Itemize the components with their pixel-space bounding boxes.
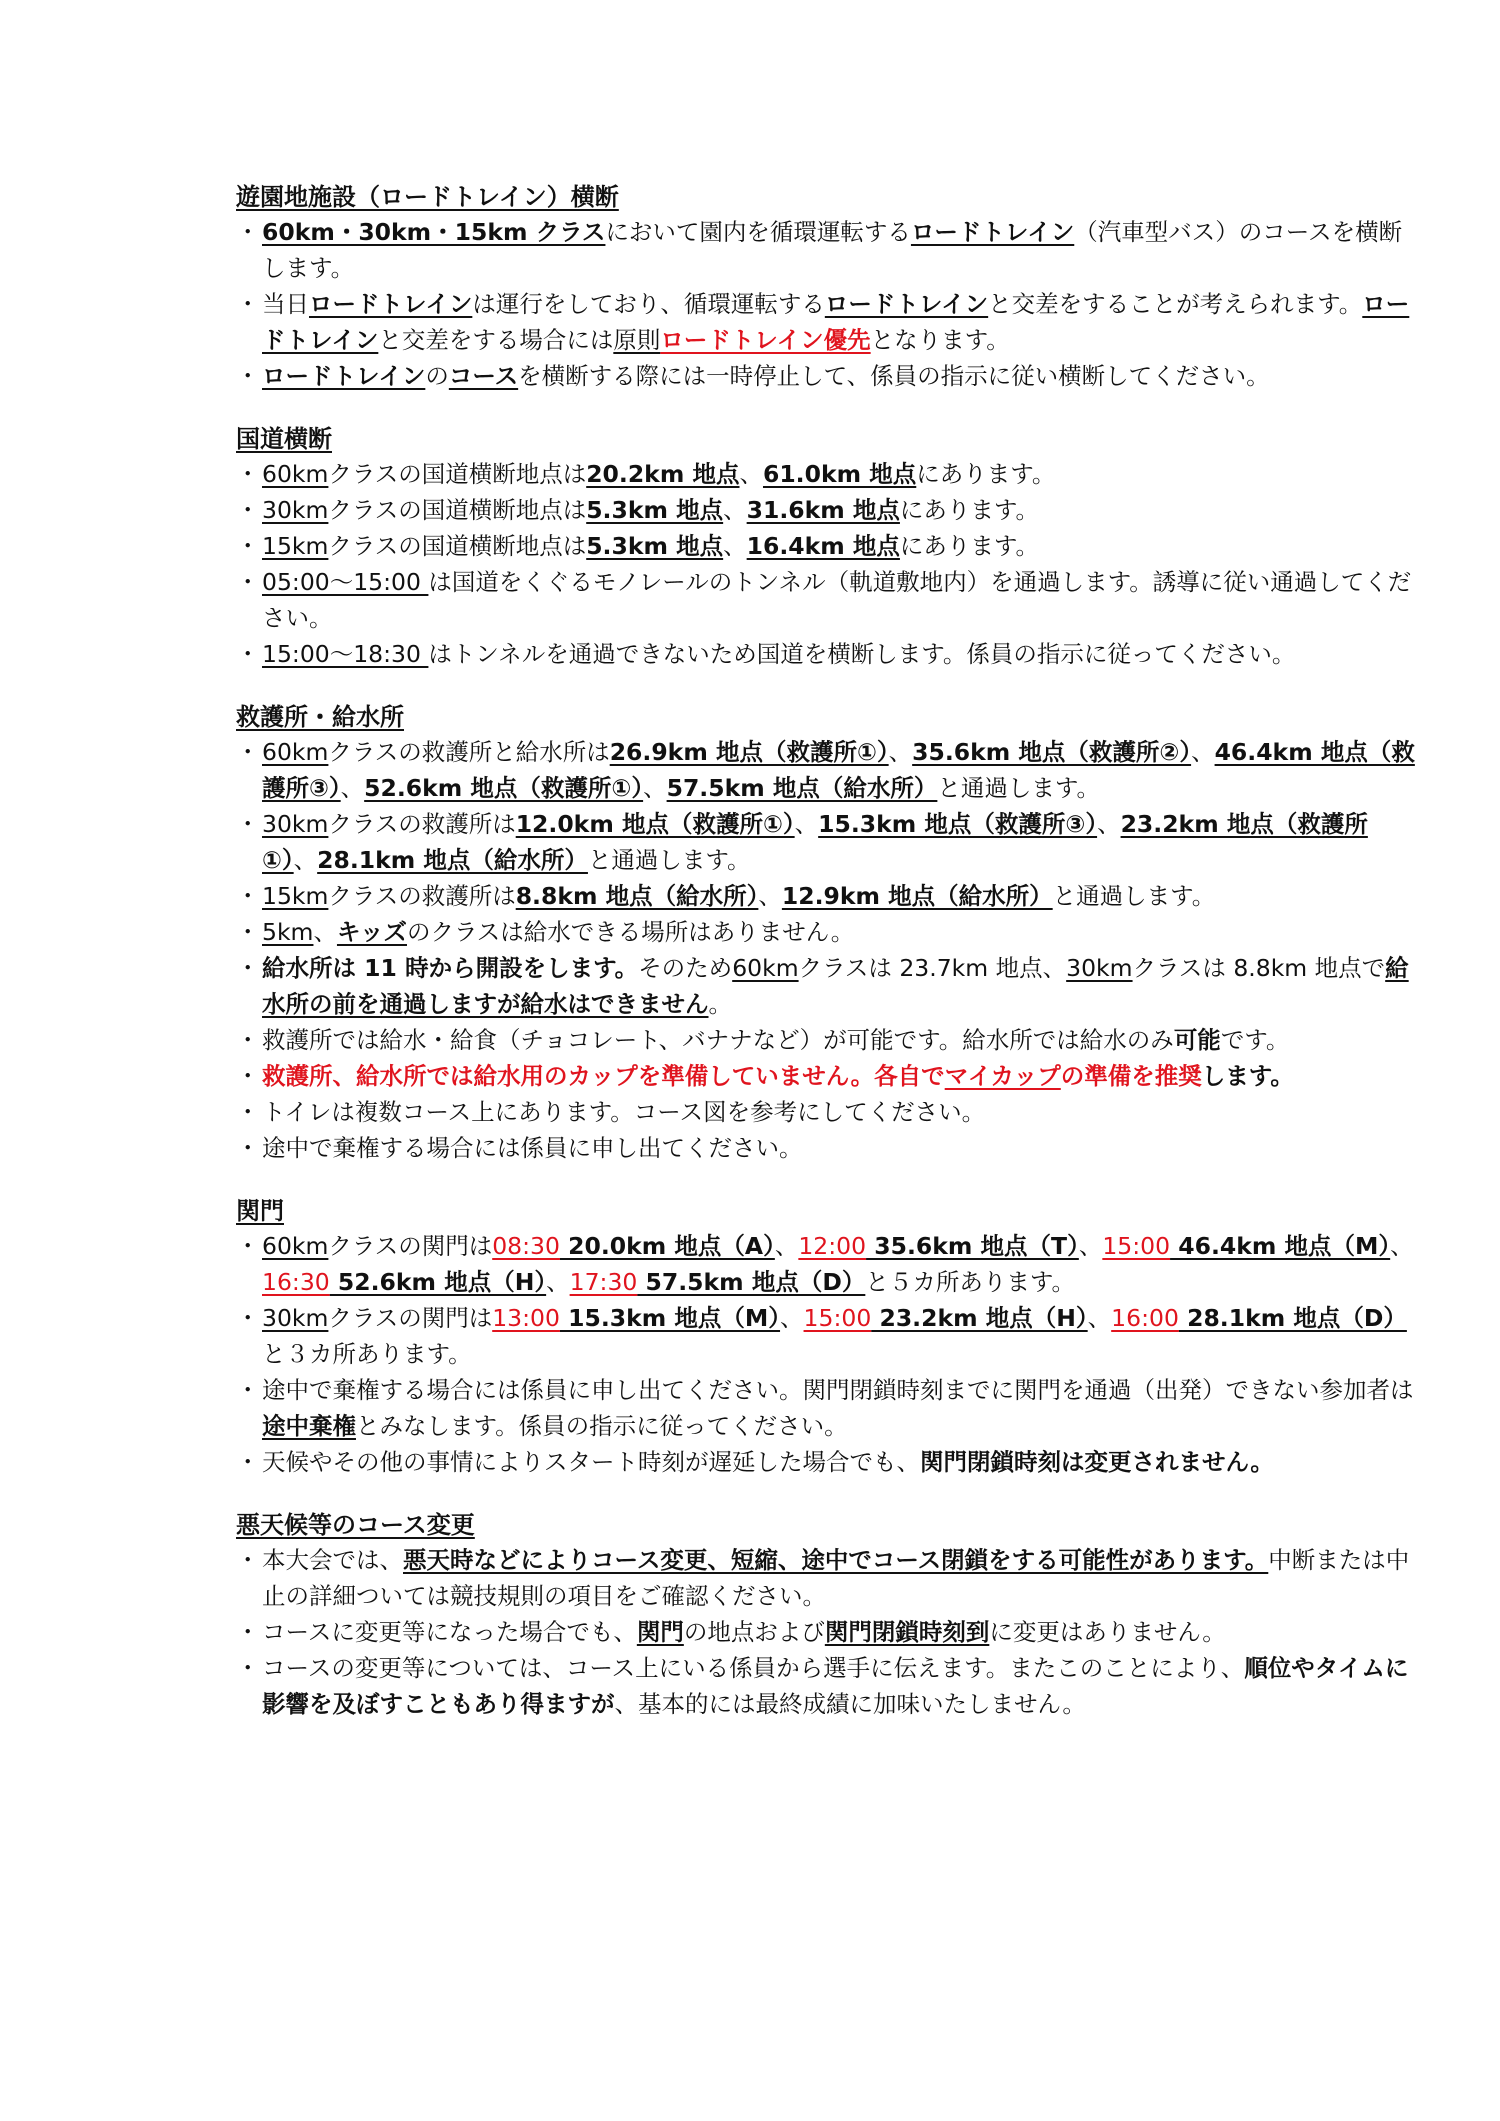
item-text: 関門閉鎖時刻到 bbox=[824, 1618, 990, 1646]
item-text: クラスの国道横断地点は bbox=[328, 496, 587, 524]
item-text: 関門 bbox=[636, 1618, 684, 1646]
item-text: 原則 bbox=[613, 326, 661, 354]
item-text: 、 bbox=[758, 882, 782, 910]
bullet-mark: ・ bbox=[236, 1232, 260, 1260]
item-text: 、 bbox=[1097, 810, 1121, 838]
item-text: 28.1km 地点（給水所） bbox=[317, 846, 588, 874]
item-text: のクラスは給水できる場所はありません。 bbox=[406, 918, 855, 946]
bullet-mark: ・ bbox=[236, 954, 260, 982]
item-text: 61.0km 地点 bbox=[762, 460, 917, 488]
item-text: 5.3km 地点 bbox=[586, 532, 724, 560]
item-text: クラスは 23.7km 地点、 bbox=[798, 954, 1067, 982]
item-text: 15.3km 地点（救護所③） bbox=[818, 810, 1098, 838]
section-heading: 救護所・給水所 bbox=[236, 703, 404, 731]
item-text: クラスの救護所は bbox=[328, 882, 516, 910]
item-text: 60km bbox=[262, 460, 329, 488]
emphasis-text: マイカップ bbox=[944, 1062, 1061, 1090]
section bbox=[236, 1508, 1416, 1722]
item-text: ロードトレイン bbox=[910, 218, 1075, 246]
item-text: に変更はありません。 bbox=[989, 1618, 1226, 1646]
item-text: 31.6km 地点 bbox=[746, 496, 900, 524]
item-text: 35.6km 地点（T） bbox=[866, 1232, 1079, 1260]
item-text: 30km bbox=[262, 496, 329, 524]
item-text: において園内を循環運転する bbox=[605, 218, 911, 246]
bullet-mark: ・ bbox=[236, 1546, 260, 1574]
item-text: 、 bbox=[546, 1268, 570, 1296]
bullet-mark: ・ bbox=[236, 362, 260, 390]
item-text: 16.4km 地点 bbox=[746, 532, 900, 560]
item-text: と通過します。 bbox=[1052, 882, 1216, 910]
emphasis-text: 15:00 bbox=[803, 1304, 872, 1332]
emphasis-text: 16:30 bbox=[262, 1268, 330, 1296]
item-text: 60km bbox=[732, 954, 799, 982]
item-text: 8.8km 地点（給水所） bbox=[515, 882, 759, 910]
document-body bbox=[236, 180, 1416, 1750]
item-text: 、 bbox=[643, 774, 667, 802]
bullet-mark: ・ bbox=[236, 1026, 260, 1054]
item-text: は運行をしており、循環運転する bbox=[472, 290, 825, 318]
section bbox=[236, 180, 1416, 394]
list-item bbox=[236, 1300, 1416, 1372]
item-text: ロードトレイン bbox=[262, 362, 426, 390]
item-text: 途中棄権 bbox=[262, 1412, 356, 1440]
section bbox=[236, 422, 1416, 672]
list-item bbox=[236, 528, 1416, 564]
bullet-mark: ・ bbox=[236, 1654, 260, 1682]
bullet-mark: ・ bbox=[236, 568, 260, 596]
bullet-mark: ・ bbox=[236, 532, 260, 560]
item-text: 12.0km 地点（救護所①） bbox=[515, 810, 795, 838]
item-text: 。 bbox=[708, 990, 732, 1018]
list-item bbox=[236, 1130, 1416, 1166]
bullet-mark: ・ bbox=[236, 1376, 260, 1404]
item-text: 順位やタイムに影響を及ぼすこともあり得ますが bbox=[262, 1654, 1409, 1718]
list-item bbox=[236, 878, 1416, 914]
item-text: 、 bbox=[723, 532, 747, 560]
list-item bbox=[236, 1094, 1416, 1130]
item-text: 35.6km 地点（救護所②） bbox=[912, 738, 1192, 766]
item-text: 給水所は 11 時から開設をします。 bbox=[262, 954, 639, 982]
bullet-mark: ・ bbox=[236, 290, 260, 318]
item-text: 52.6km 地点（H） bbox=[329, 1268, 547, 1296]
item-text: 60km bbox=[262, 1232, 329, 1260]
list-item bbox=[236, 1058, 1416, 1094]
item-text: クラスの救護所と給水所は bbox=[328, 738, 610, 766]
emphasis-text: 救護所、給水所では給水用のカップを準備していません。各自で bbox=[262, 1062, 945, 1090]
item-text: 60km・30km・15km クラス bbox=[262, 218, 606, 246]
item-text: 23.2km 地点（救護所①） bbox=[262, 810, 1368, 874]
item-text: 5km bbox=[262, 918, 314, 946]
item-text: 23.2km 地点（H） bbox=[871, 1304, 1088, 1332]
item-text: クラスの関門は bbox=[328, 1232, 493, 1260]
bullet-mark: ・ bbox=[236, 1098, 260, 1126]
list-item bbox=[236, 734, 1416, 806]
item-text: 30km bbox=[262, 1304, 329, 1332]
list-item bbox=[236, 358, 1416, 394]
item-text: 、 bbox=[293, 846, 318, 874]
item-text: トイレは複数コース上にあります。コース図を参考にしてください。 bbox=[262, 1098, 986, 1126]
item-text: 15km bbox=[262, 532, 329, 560]
item-text: 30km bbox=[262, 810, 329, 838]
list-item bbox=[236, 492, 1416, 528]
item-text: 当日 bbox=[262, 290, 309, 318]
item-text: 52.6km 地点（救護所①） bbox=[364, 774, 644, 802]
bullet-mark: ・ bbox=[236, 1618, 260, 1646]
item-text: そのため bbox=[638, 954, 733, 982]
bullet-mark: ・ bbox=[236, 1062, 260, 1090]
bullet-mark: ・ bbox=[236, 1304, 260, 1332]
item-text: 60km bbox=[262, 738, 329, 766]
item-text: 悪天時などによりコース変更、短縮、途中でコース閉鎖をする可能性があります。 bbox=[403, 1546, 1269, 1574]
emphasis-text: 15:00 bbox=[1102, 1232, 1171, 1260]
item-text: 、 bbox=[723, 496, 747, 524]
list-item bbox=[236, 1228, 1416, 1300]
section bbox=[236, 700, 1416, 1166]
item-text: 5.3km 地点 bbox=[586, 496, 724, 524]
item-text: 26.9km 地点（救護所①） bbox=[609, 738, 889, 766]
item-text: にあります。 bbox=[899, 496, 1040, 524]
list-item bbox=[236, 1650, 1416, 1722]
item-text: を横断する際には一時停止して、係員の指示に従い横断してください。 bbox=[518, 362, 1270, 390]
item-text: します。 bbox=[1201, 1062, 1294, 1090]
item-text: ロードトレイン bbox=[824, 290, 989, 318]
item-text: とみなします。係員の指示に従ってください。 bbox=[356, 1412, 848, 1440]
bullet-mark: ・ bbox=[236, 1134, 260, 1162]
section-heading: 遊園地施設（ロードトレイン）横断 bbox=[236, 183, 619, 211]
emphasis-text: 13:00 bbox=[492, 1304, 560, 1332]
item-text: 28.1km 地点（D） bbox=[1178, 1304, 1407, 1332]
item-text: クラスは 8.8km 地点で bbox=[1132, 954, 1386, 982]
item-text: となります。 bbox=[870, 326, 1010, 354]
item-text: 15:00～18:30 bbox=[262, 640, 429, 668]
item-text: （汽車型バス）のコースを横断します。 bbox=[262, 218, 1403, 282]
bullet-mark: ・ bbox=[236, 640, 260, 668]
item-text: と交差をすることが考えられます。 bbox=[988, 290, 1363, 318]
section-heading: 悪天候等のコース変更 bbox=[236, 1511, 475, 1539]
item-text: 15.3km 地点（M） bbox=[559, 1304, 781, 1332]
item-text: 、 bbox=[313, 918, 337, 946]
list-item bbox=[236, 806, 1416, 878]
item-text: ロードトレイン bbox=[309, 290, 473, 318]
item-text: はトンネルを通過できないため国道を横断します。係員の指示に従ってください。 bbox=[428, 640, 1296, 668]
item-text: 、 bbox=[780, 1304, 804, 1332]
bullet-mark: ・ bbox=[236, 810, 260, 838]
item-text: 05:00～15:00 bbox=[262, 568, 429, 596]
item-text: 、 bbox=[1390, 1232, 1414, 1260]
list-item bbox=[236, 1444, 1416, 1480]
list-item bbox=[236, 1372, 1416, 1444]
list-item bbox=[236, 636, 1416, 672]
item-text: と交差をする場合には bbox=[378, 326, 614, 354]
item-text: と通過します。 bbox=[587, 846, 751, 874]
item-text: 給水所の前を通過しますが給水はできません bbox=[262, 954, 1409, 1018]
list-item bbox=[236, 564, 1416, 636]
item-text: 46.4km 地点（救護所③） bbox=[262, 738, 1415, 802]
item-text: にあります。 bbox=[899, 532, 1040, 560]
item-text: 途中で棄権する場合には係員に申し出てください。 bbox=[262, 1134, 803, 1162]
item-text: 、 bbox=[1078, 1232, 1103, 1260]
item-text: 20.2km 地点 bbox=[586, 460, 740, 488]
item-text: 救護所では給水・給食（チョコレート、バナナなど）が可能です。給水所では給水のみ bbox=[262, 1026, 1174, 1054]
item-text: 途中で棄権する場合には係員に申し出てください。関門閉鎖時刻までに関門を通過（出発）できない参加者は bbox=[262, 1376, 1414, 1404]
item-text: にあります。 bbox=[916, 460, 1056, 488]
bullet-mark: ・ bbox=[236, 460, 260, 488]
item-text: と３カ所あります。 bbox=[262, 1340, 472, 1368]
item-text: 、 bbox=[774, 1232, 799, 1260]
item-text: の bbox=[425, 362, 449, 390]
item-text: 、 bbox=[1191, 738, 1215, 766]
item-text: 、 bbox=[1087, 1304, 1112, 1332]
item-text: 、 bbox=[340, 774, 365, 802]
item-text: クラスの国道横断地点は bbox=[328, 532, 587, 560]
bullet-mark: ・ bbox=[236, 1448, 260, 1476]
item-text: 46.4km 地点（M） bbox=[1170, 1232, 1391, 1260]
item-text: 、 bbox=[739, 460, 763, 488]
item-text: と５カ所あります。 bbox=[865, 1268, 1075, 1296]
item-text: 、 bbox=[794, 810, 819, 838]
section-heading: 国道横断 bbox=[236, 425, 332, 453]
item-text: 天候やその他の事情によりスタート時刻が遅延した場合でも、 bbox=[262, 1448, 920, 1476]
item-text: クラスの救護所は bbox=[328, 810, 516, 838]
item-text: 30km bbox=[1066, 954, 1133, 982]
item-text: キッズ bbox=[336, 918, 407, 946]
item-text: コースの変更等については、コース上にいる係員から選手に伝えます。またこのことにより、 bbox=[262, 1654, 1245, 1682]
emphasis-text: 08:30 bbox=[492, 1232, 560, 1260]
emphasis-text: 12:00 bbox=[798, 1232, 867, 1260]
item-text: 57.5km 地点（D） bbox=[637, 1268, 866, 1296]
item-text: 本大会では、 bbox=[262, 1546, 403, 1574]
bullet-mark: ・ bbox=[236, 882, 260, 910]
bullet-mark: ・ bbox=[236, 738, 260, 766]
item-text: 15km bbox=[262, 882, 329, 910]
item-text: 関門閉鎖時刻は変更されません。 bbox=[920, 1448, 1274, 1476]
list-item bbox=[236, 214, 1416, 286]
item-text: です。 bbox=[1220, 1026, 1290, 1054]
item-text: クラスの国道横断地点は bbox=[328, 460, 587, 488]
item-text: は国道をくぐるモノレールのトンネル（軌道敷地内）を通過します。誘導に従い通過してください。 bbox=[262, 568, 1412, 632]
section-heading: 関門 bbox=[236, 1197, 284, 1225]
emphasis-text: の準備を推奨 bbox=[1060, 1062, 1202, 1090]
bullet-mark: ・ bbox=[236, 918, 260, 946]
item-text: 12.9km 地点（給水所） bbox=[781, 882, 1053, 910]
bullet-mark: ・ bbox=[236, 496, 260, 524]
item-text: 20.0km 地点（A） bbox=[559, 1232, 775, 1260]
item-text: 可能 bbox=[1173, 1026, 1221, 1054]
section bbox=[236, 1194, 1416, 1480]
item-text: コース bbox=[448, 362, 519, 390]
item-text: 中断または中止の詳細ついては競技規則の項目をご確認ください。 bbox=[262, 1546, 1410, 1610]
list-item bbox=[236, 914, 1416, 950]
list-item bbox=[236, 1542, 1416, 1614]
emphasis-text: 16:00 bbox=[1111, 1304, 1179, 1332]
item-text: の地点および bbox=[683, 1618, 825, 1646]
item-text: と通過します。 bbox=[937, 774, 1100, 802]
list-item bbox=[236, 1614, 1416, 1650]
item-text: クラスの関門は bbox=[328, 1304, 493, 1332]
emphasis-text: 17:30 bbox=[569, 1268, 638, 1296]
emphasis-text: ロードトレイン優先 bbox=[660, 326, 871, 354]
list-item bbox=[236, 1022, 1416, 1058]
item-text: 57.5km 地点（給水所） bbox=[666, 774, 938, 802]
list-item bbox=[236, 456, 1416, 492]
list-item bbox=[236, 286, 1416, 358]
item-text: ロードトレイン bbox=[262, 290, 1410, 354]
item-text: 、基本的には最終成績に加味いたしません。 bbox=[614, 1690, 1086, 1718]
item-text: 、 bbox=[888, 738, 913, 766]
item-text: コースに変更等になった場合でも、 bbox=[262, 1618, 637, 1646]
bullet-mark: ・ bbox=[236, 218, 260, 246]
list-item bbox=[236, 950, 1416, 1022]
